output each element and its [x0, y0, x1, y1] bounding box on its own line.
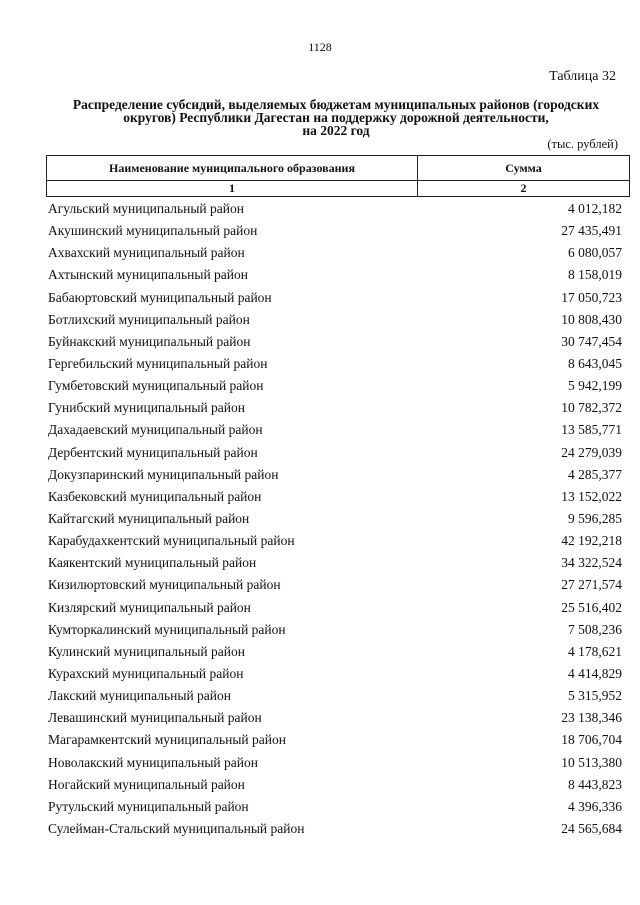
table-row	[48, 397, 622, 419]
municipality-name: Бабаюртовский муниципальный район	[48, 289, 272, 305]
title-line-1: Распределение субсидий, выделяемых бюджетам муниципальных районов (городских	[72, 97, 600, 112]
subsidy-amount: 7 508,236	[568, 621, 622, 637]
subsidy-amount: 42 192,218	[561, 533, 622, 549]
subsidy-amount: 24 279,039	[561, 444, 622, 460]
units-label: (тыс. рублей)	[547, 137, 618, 151]
table-row	[48, 796, 622, 818]
subsidy-amount: 5 315,952	[568, 688, 622, 704]
subsidy-amount: 27 271,574	[561, 577, 622, 593]
table-row	[48, 530, 622, 552]
header-name-column: Наименование муниципального образования	[47, 156, 418, 181]
municipality-name: Гунибский муниципальный район	[48, 400, 245, 416]
subsidy-amount: 10 808,430	[561, 311, 622, 327]
subsidy-amount: 6 080,057	[568, 245, 622, 261]
table-row	[48, 552, 622, 574]
table-row	[48, 641, 622, 663]
table-row	[48, 685, 622, 707]
subsidy-amount: 10 513,380	[561, 754, 622, 770]
table-row	[48, 419, 622, 441]
table-row	[48, 508, 622, 530]
municipality-name: Гумбетовский муниципальный район	[48, 378, 264, 394]
table-row	[48, 574, 622, 596]
municipality-name: Кулинский муниципальный район	[48, 643, 245, 659]
municipality-name: Карабудахкентский муниципальный район	[48, 533, 295, 549]
municipality-name: Ботлихский муниципальный район	[48, 311, 250, 327]
title-line-2: округов) Республики Дагестан на поддержку дорожной деятельности,	[123, 110, 549, 125]
subsidy-amount: 24 565,684	[561, 821, 622, 836]
header-sum-column: Сумма	[418, 156, 630, 181]
table-row	[48, 486, 622, 508]
municipality-name: Ахтынский муниципальный район	[48, 267, 248, 283]
table-row	[48, 331, 622, 353]
table-row	[48, 287, 622, 309]
subsidy-amount: 4 396,336	[568, 798, 622, 814]
municipality-name: Левашинский муниципальный район	[48, 710, 262, 726]
subsidy-amount: 8 643,045	[568, 356, 622, 372]
municipality-name: Каякентский муниципальный район	[48, 555, 257, 571]
table-row	[48, 818, 622, 840]
municipality-name: Казбековский муниципальный район	[48, 488, 262, 504]
subsidy-amount: 8 443,823	[568, 776, 622, 792]
subsidy-amount: 34 322,524	[561, 555, 622, 571]
municipality-name: Курахский муниципальный район	[48, 666, 244, 682]
table-row	[48, 264, 622, 286]
municipality-name: Кизлярский муниципальный район	[48, 599, 251, 615]
municipality-name: Гергебильский муниципальный район	[48, 356, 268, 372]
municipality-name: Докузпаринский муниципальный район	[48, 466, 279, 482]
subsidy-amount: 25 516,402	[561, 599, 622, 615]
subsidy-amount: 9 596,285	[568, 511, 622, 527]
subsidy-amount: 13 152,022	[561, 488, 622, 504]
municipality-name: Лакский муниципальный район	[48, 688, 232, 704]
municipality-name: Рутульский муниципальный район	[48, 798, 249, 814]
municipality-name: Кумторкалинский муниципальный район	[48, 621, 286, 637]
table-row	[48, 619, 622, 641]
table-number: Таблица 32	[549, 69, 616, 84]
subsidy-amount: 5 942,199	[568, 378, 622, 394]
table-row	[48, 242, 622, 264]
municipality-name: Агульский муниципальный район	[48, 201, 244, 217]
subsidy-amount: 30 747,454	[561, 333, 622, 349]
table-row	[48, 663, 622, 685]
municipality-name: Новолакский муниципальный район	[48, 754, 258, 770]
page-number: 1128	[308, 40, 332, 54]
subsidy-amount: 8 158,019	[568, 267, 622, 283]
subsidy-amount: 4 012,182	[568, 201, 622, 217]
municipality-name: Дахадаевский муниципальный район	[48, 422, 263, 438]
table-row	[48, 729, 622, 751]
subsidy-amount: 18 706,704	[561, 732, 622, 748]
table-header	[46, 155, 630, 197]
subsidy-amount: 4 178,621	[568, 643, 622, 659]
document-title	[40, 98, 632, 137]
table-row	[48, 464, 622, 486]
subsidy-amount: 13 585,771	[561, 422, 622, 438]
municipality-name: Буйнакский муниципальный район	[48, 333, 251, 349]
table-row	[48, 353, 622, 375]
header-number-1: 1	[47, 181, 418, 197]
municipality-name: Ахвахский муниципальный район	[48, 245, 245, 261]
municipality-name: Акушинский муниципальный район	[48, 223, 258, 239]
subsidy-amount: 23 138,346	[561, 710, 622, 726]
municipality-name: Сулейман-Стальский муниципальный район	[48, 821, 305, 836]
municipality-name: Кайтагский муниципальный район	[48, 511, 250, 527]
title-line-3: на 2022 год	[302, 123, 370, 138]
municipality-name: Кизилюртовский муниципальный район	[48, 577, 281, 593]
header-number-2: 2	[418, 181, 630, 197]
table-row	[48, 220, 622, 242]
municipality-name: Магарамкентский муниципальный район	[48, 732, 286, 748]
subsidy-amount: 10 782,372	[561, 400, 622, 416]
table-row	[48, 442, 622, 464]
municipality-name: Ногайский муниципальный район	[48, 776, 245, 792]
table-row	[48, 774, 622, 796]
table-body	[48, 198, 622, 840]
table-row	[48, 198, 622, 220]
subsidy-amount: 4 285,377	[568, 466, 622, 482]
table-row	[48, 752, 622, 774]
table-row	[48, 375, 622, 397]
table-row	[48, 597, 622, 619]
table-row	[48, 309, 622, 331]
subsidy-amount: 4 414,829	[568, 666, 622, 682]
municipality-name: Дербентский муниципальный район	[48, 444, 258, 460]
subsidy-amount: 27 435,491	[561, 223, 622, 239]
subsidy-amount: 17 050,723	[561, 289, 622, 305]
table-row	[48, 707, 622, 729]
